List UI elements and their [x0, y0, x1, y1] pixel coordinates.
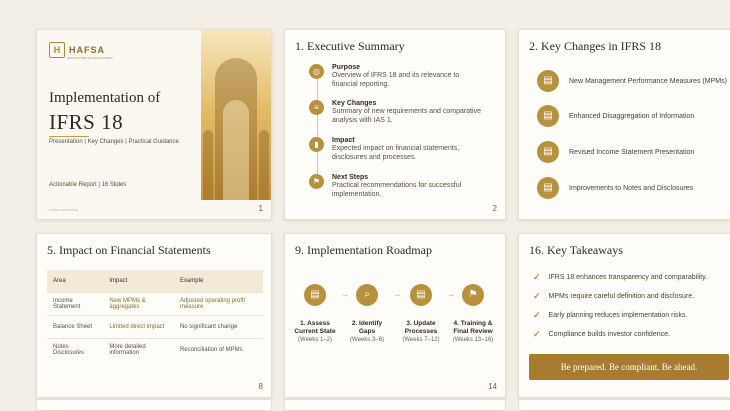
logo-text: HAFSA — [69, 45, 105, 55]
slide-title: Implementation of — [49, 90, 161, 106]
slide-thumbnail-partial[interactable] — [284, 399, 506, 411]
document-icon: ▤ — [537, 70, 559, 92]
document-icon: ▤ — [537, 105, 559, 127]
title-divider — [49, 136, 89, 137]
table-cell: Income Statement — [47, 293, 103, 316]
logo-subtitle: ACCOUNTING & CONSULTANCY — [67, 56, 114, 60]
summary-item — [309, 137, 482, 162]
slide-thumbnail-partial[interactable] — [36, 399, 272, 411]
item-heading: Key Changes — [332, 100, 377, 107]
summary-item — [309, 100, 482, 125]
table-row — [47, 293, 263, 316]
summary-item — [309, 174, 482, 199]
step-weeks: (Weeks 1–2) — [298, 337, 332, 343]
key-change-item — [537, 105, 694, 127]
slide-title: 1. Executive Summary — [295, 39, 405, 53]
takeaway-text: IFRS 18 enhances transparency and comparability. — [548, 274, 708, 281]
page-number: 1 — [258, 204, 263, 213]
step-label: 4. Training & Final Review — [453, 320, 493, 335]
step-weeks: (Weeks 3–6) — [350, 337, 384, 343]
step-label: 3. Update Processes — [404, 320, 438, 335]
flag-icon: ⚑ — [462, 284, 484, 306]
check-icon: ✓ — [533, 291, 541, 301]
flag-icon: ⚑ — [309, 174, 324, 189]
slide-thumbnail-16[interactable] — [518, 233, 730, 398]
takeaway-text: Compliance builds investor confidence. — [548, 331, 670, 338]
takeaway-text: Early planning reduces implementation risks. — [548, 312, 688, 319]
table-cell: Limited direct impact — [103, 316, 174, 339]
table-cell: More detailed information — [103, 339, 174, 362]
arrow-right-icon: → — [341, 290, 349, 299]
table-cell: Balance Sheet — [47, 316, 103, 339]
slide-title: 5. Impact on Financial Statements — [47, 243, 211, 257]
slide-thumbnail-8[interactable] — [36, 233, 272, 398]
check-icon: ✓ — [533, 310, 541, 320]
slide-meta: Actionable Report | 16 Slides — [49, 182, 127, 188]
slide-title: 2. Key Changes in IFRS 18 — [529, 39, 661, 53]
table-header-row — [47, 270, 263, 293]
table-row — [47, 339, 263, 362]
document-icon: ▤ — [537, 177, 559, 199]
summary-item — [309, 64, 482, 89]
table-cell: No significant change — [174, 316, 263, 339]
slide-thumbnail-14[interactable] — [284, 233, 506, 398]
call-to-action-banner: Be prepared. Be compliant. Be ahead. — [529, 354, 729, 380]
key-change-label: Enhanced Disaggregation of Information — [569, 112, 695, 120]
palace-illustration — [201, 30, 271, 200]
key-change-item — [537, 141, 694, 163]
table-cell: Adjusted operating profit measure — [174, 293, 263, 316]
item-text: Practical recommendations for successful implementation. — [332, 182, 462, 198]
logo-mark-icon: H — [49, 42, 65, 58]
takeaway-item — [533, 329, 670, 340]
column-header: Impact — [103, 270, 174, 293]
key-change-item — [537, 70, 727, 92]
check-icon: ✓ — [533, 272, 541, 282]
step-weeks: (Weeks 13–16) — [452, 337, 494, 343]
impact-table — [47, 270, 263, 361]
slide-footer: hafsa.consulting — [49, 207, 78, 212]
slide-subtitle: IFRS 18 — [49, 110, 124, 134]
key-change-label: New Management Performance Measures (MPMs) — [569, 77, 727, 85]
key-change-label: Improvements to Notes and Disclosures — [569, 184, 694, 192]
slide-thumbnail-3[interactable] — [518, 29, 730, 220]
slide-title: 16. Key Takeaways — [529, 243, 623, 257]
step-weeks: (Weeks 7–12) — [402, 337, 440, 343]
table-row — [47, 316, 263, 339]
item-text: Expected impact on financial statements, disclosures and processes. — [332, 145, 460, 161]
list-icon: ≡ — [309, 100, 324, 115]
item-heading: Purpose — [332, 64, 361, 71]
key-change-item — [537, 177, 693, 199]
slide-thumbnail-1[interactable] — [36, 29, 272, 220]
table-cell: New MPMs & aggregates — [103, 293, 174, 316]
roadmap-step — [397, 284, 445, 344]
column-header: Area — [47, 270, 103, 293]
item-heading: Impact — [332, 137, 355, 144]
item-heading: Next Steps — [332, 174, 369, 181]
target-icon: ◎ — [309, 64, 324, 79]
arrow-right-icon: → — [393, 290, 401, 299]
step-label: 2. Identify Gaps — [351, 320, 383, 335]
takeaway-item — [533, 291, 694, 302]
page-number: 2 — [492, 204, 497, 213]
page-number: 14 — [488, 382, 497, 391]
takeaway-item — [533, 310, 687, 321]
key-change-label: Revised Income Statement Presentation — [569, 148, 695, 156]
document-icon: ▤ — [410, 284, 432, 306]
takeaway-text: MPMs require careful definition and disclosure. — [548, 293, 695, 300]
roadmap-step — [291, 284, 339, 344]
page-number: 8 — [258, 382, 263, 391]
item-text: Overview of IFRS 18 and its relevance to financial reporting. — [332, 72, 460, 88]
slide-title: 9. Implementation Roadmap — [295, 243, 432, 257]
chart-icon: ▮ — [309, 137, 324, 152]
slide-thumbnail-partial[interactable] — [518, 399, 730, 411]
slide-thumbnail-2[interactable] — [284, 29, 506, 220]
check-icon: ✓ — [533, 329, 541, 339]
item-text: Summary of new requirements and comparative analysis with IAS 1. — [332, 108, 482, 124]
slide-tags: Presentation | Key Changes | Practical Guidance — [49, 139, 179, 145]
takeaway-item — [533, 272, 707, 283]
arrow-right-icon: → — [447, 290, 455, 299]
document-icon: ▤ — [537, 141, 559, 163]
document-icon: ▤ — [304, 284, 326, 306]
table-cell: Reconciliation of MPMs — [174, 339, 263, 362]
roadmap-step — [449, 284, 497, 344]
table-cell: Notes Disclosures — [47, 339, 103, 362]
column-header: Example — [174, 270, 263, 293]
roadmap-step — [343, 284, 391, 344]
search-icon: ⌕ — [356, 284, 378, 306]
step-label: 1. Assess Current State — [294, 320, 336, 335]
